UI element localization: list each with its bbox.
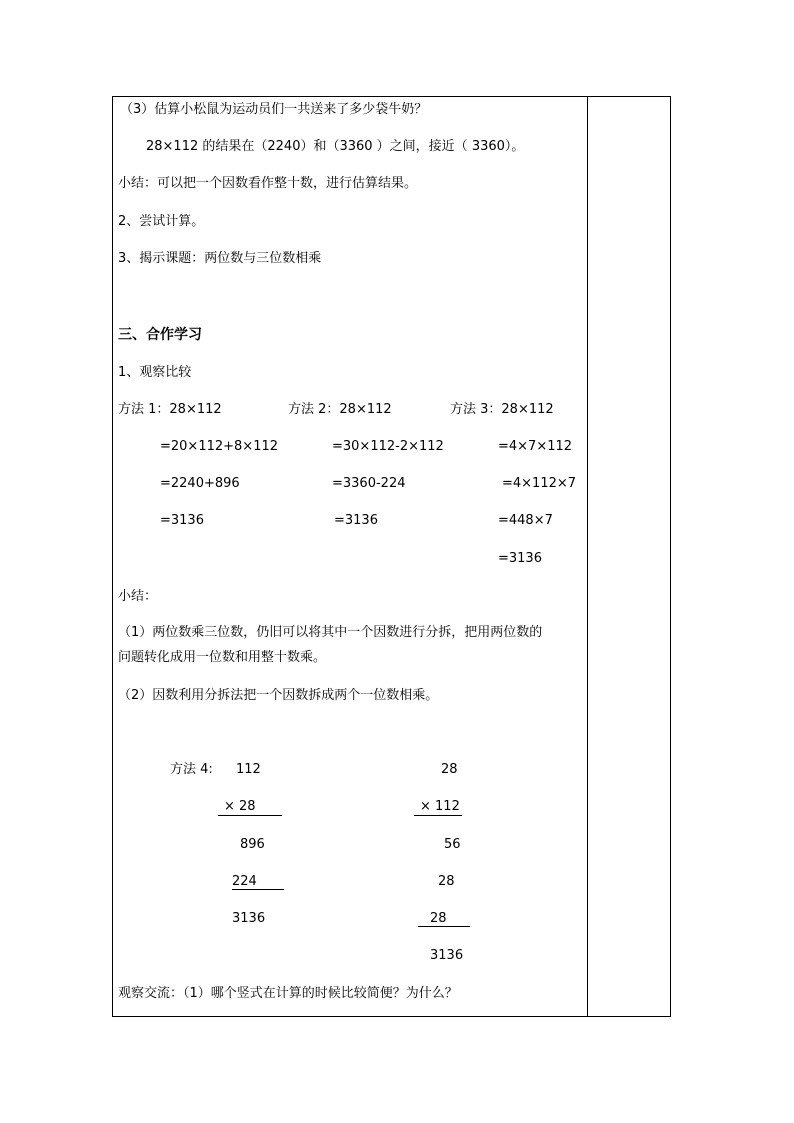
method-4-right-partial-1: 56 <box>444 837 461 852</box>
method-1-step-1: =20×112+8×112 <box>160 439 279 454</box>
question-3: （3）估算小松鼠为运动员们一共送来了多少袋牛奶？ <box>120 102 428 117</box>
method-4-right-line-2 <box>418 926 470 927</box>
column-divider <box>587 96 588 1017</box>
discussion-question: 观察交流：（1）哪个竖式在计算的时候比较简便？为什么？ <box>118 986 458 1001</box>
method-4-right-multiplier: × 112 <box>420 799 460 814</box>
method-3-step-3: =448×7 <box>498 513 553 528</box>
method-1-step-2: =2240+896 <box>160 476 240 491</box>
reveal-topic: 3、揭示课题：两位数与三位数相乘 <box>118 251 322 266</box>
method-4-left-result: 3136 <box>232 911 266 926</box>
method-4-right-top: 28 <box>441 762 458 777</box>
method-3-step-4: =3136 <box>498 551 542 566</box>
method-3-step-2: =4×112×7 <box>502 476 577 491</box>
method-2-step-3: =3136 <box>334 513 378 528</box>
method-4-left-multiplier: × 28 <box>224 799 256 814</box>
observe-compare: 1、观察比较 <box>118 365 192 380</box>
method-2-title: 方法 2：28×112 <box>288 402 392 417</box>
method-4-right-partial-2: 28 <box>438 874 455 889</box>
summary-2-point-1a: （1）两位数乘三位数，仍旧可以将其中一个因数进行分拆，把用两位数的 <box>118 625 543 640</box>
section-heading-3: 三、合作学习 <box>118 327 202 343</box>
estimate-line: 28×112 的结果在（2240）和（3360 ）之间，接近（ 3360）。 <box>146 139 525 154</box>
summary-2-point-1b: 问题转化成用一位数和用整十数乘。 <box>118 650 327 665</box>
method-4-left-partial-2: 224 <box>232 874 257 889</box>
method-1-step-3: =3136 <box>160 513 204 528</box>
method-4-right-partial-3: 28 <box>430 911 447 926</box>
method-4-right-line-1 <box>414 815 462 816</box>
method-2-step-1: =30×112-2×112 <box>332 439 444 454</box>
method-4-left-partial-1: 896 <box>240 837 265 852</box>
method-2-step-2: =3360-224 <box>332 476 406 491</box>
summary-estimate: 小结：可以把一个因数看作整十数，进行估算结果。 <box>118 176 418 191</box>
summary-2-label: 小结： <box>118 589 158 604</box>
method-3-title: 方法 3：28×112 <box>450 402 554 417</box>
method-1-title: 方法 1：28×112 <box>118 402 222 417</box>
method-4-right-result: 3136 <box>430 948 464 963</box>
summary-2-point-2: （2）因数利用分拆法把一个因数拆成两个一位数相乘。 <box>118 688 439 703</box>
method-3-step-1: =4×7×112 <box>498 439 573 454</box>
try-calc: 2、尝试计算。 <box>118 214 205 229</box>
method-4-left-line-2 <box>232 889 284 890</box>
method-4-left-line-1 <box>218 815 282 816</box>
method-4-left-top: 112 <box>236 762 261 777</box>
method-4-label: 方法 4: <box>170 762 213 777</box>
